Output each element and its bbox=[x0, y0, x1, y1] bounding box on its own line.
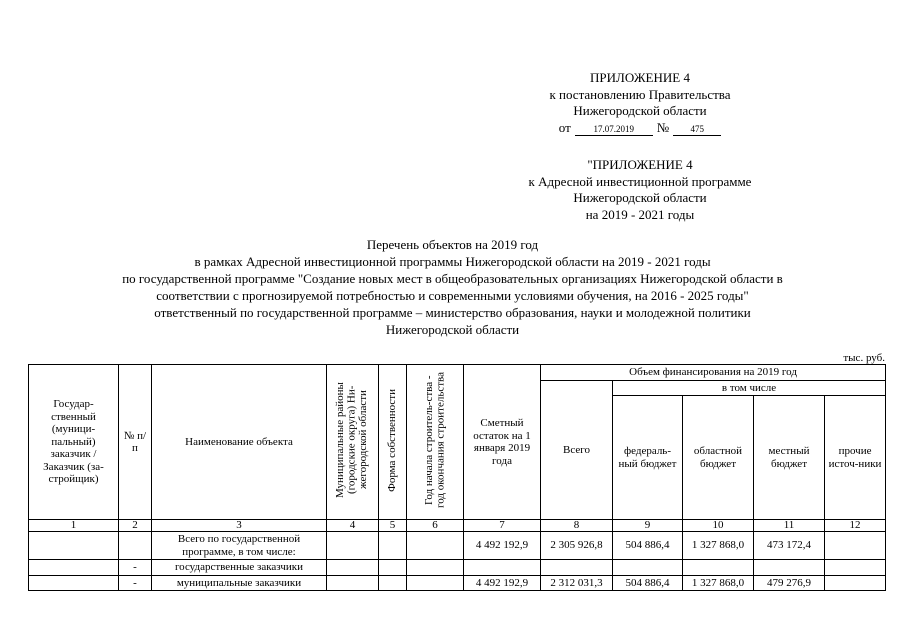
header-customer: Государ-ственный (муници-пальный) заказчик / Заказчик (за-стройщик) bbox=[29, 365, 119, 520]
decree-number-label: № bbox=[656, 119, 670, 135]
column-number: 1 bbox=[29, 520, 119, 532]
document-title bbox=[20, 236, 885, 338]
header-estimated-balance: Сметный остаток на 1 января 2019 года bbox=[464, 365, 541, 520]
row-name: муниципальные заказчики bbox=[152, 575, 327, 591]
row-total: 2 312 031,3 bbox=[541, 575, 613, 591]
header-regional: областной бюджет bbox=[683, 396, 754, 520]
header-including: в том числе bbox=[613, 380, 886, 396]
row-federal bbox=[613, 560, 683, 576]
decree-number-field: 475 bbox=[673, 124, 721, 136]
document-title-line: Нижегородской области bbox=[385, 322, 520, 337]
column-number: 3 bbox=[152, 520, 327, 532]
document-title-line: по государственной программе "Создание новых мест в общеобразовательных организациях Нижегородской области в bbox=[122, 271, 783, 286]
column-number: 4 bbox=[327, 520, 379, 532]
header-financing-group: Объем финансирования на 2019 год bbox=[541, 365, 886, 381]
row-number: - bbox=[119, 575, 152, 591]
column-number: 9 bbox=[613, 520, 683, 532]
row-total bbox=[541, 560, 613, 576]
program-appendix-line: на 2019 - 2021 годы bbox=[585, 206, 695, 222]
header-ownership-text: Форма собственности bbox=[385, 388, 398, 492]
column-number: 2 bbox=[119, 520, 152, 532]
header-district bbox=[327, 365, 379, 520]
header-other: прочие источ-ники bbox=[825, 396, 886, 520]
program-appendix-line: Нижегородской области bbox=[573, 190, 707, 205]
row-federal: 504 886,4 bbox=[613, 575, 683, 591]
header-years-text: Год начала строитель-ства - год окончания строительства bbox=[422, 372, 446, 509]
program-appendix-line: к Адресной инвестиционной программе bbox=[528, 173, 752, 189]
header-number: № п/п bbox=[119, 365, 152, 520]
header-total: Всего bbox=[541, 380, 613, 520]
header-district-text: Муниципальные районы (городские округа) Ни-жегородской области bbox=[334, 382, 370, 499]
document-title-line: в рамках Адресной инвестиционной программы Нижегородской области на 2019 - 2021 годы bbox=[194, 254, 711, 269]
decree-signature-line bbox=[470, 120, 810, 137]
column-numbers-row bbox=[29, 520, 886, 532]
row-local bbox=[754, 560, 825, 576]
row-estimated-balance: 4 492 192,9 bbox=[464, 532, 541, 560]
column-number: 11 bbox=[754, 520, 825, 532]
column-number: 7 bbox=[464, 520, 541, 532]
table-row bbox=[29, 532, 886, 560]
row-number: - bbox=[119, 560, 152, 576]
row-regional: 1 327 868,0 bbox=[683, 575, 754, 591]
row-local: 479 276,9 bbox=[754, 575, 825, 591]
objects-table bbox=[28, 364, 886, 591]
row-other bbox=[825, 560, 886, 576]
decree-appendix-block bbox=[470, 70, 810, 136]
decree-appendix-line: Нижегородской области bbox=[573, 103, 707, 118]
decree-from-label: от bbox=[558, 119, 571, 135]
row-number bbox=[119, 532, 152, 560]
row-regional: 1 327 868,0 bbox=[683, 532, 754, 560]
header-ownership bbox=[379, 365, 407, 520]
row-other bbox=[825, 532, 886, 560]
row-name: государственные заказчики bbox=[152, 560, 327, 576]
column-number: 10 bbox=[683, 520, 754, 532]
column-number: 8 bbox=[541, 520, 613, 532]
document-title-line: соответствии с прогнозируемой потребностью и современными условиями обучения, на 2016 - 2025 годы" bbox=[156, 288, 749, 303]
column-number: 12 bbox=[825, 520, 886, 532]
decree-appendix-line: к постановлению Правительства bbox=[549, 86, 731, 102]
row-other bbox=[825, 575, 886, 591]
document-title-line: Перечень объектов на 2019 год bbox=[366, 237, 539, 252]
program-appendix-title: "ПРИЛОЖЕНИЕ 4 bbox=[587, 157, 693, 172]
row-local: 473 172,4 bbox=[754, 532, 825, 560]
decree-date-field: 17.07.2019 bbox=[575, 124, 653, 136]
row-federal: 504 886,4 bbox=[613, 532, 683, 560]
decree-appendix-title: ПРИЛОЖЕНИЕ 4 bbox=[590, 70, 690, 85]
row-name: Всего по государственной программе, в том числе: bbox=[152, 532, 327, 560]
header-federal: федераль-ный бюджет bbox=[613, 396, 683, 520]
column-number: 5 bbox=[379, 520, 407, 532]
row-estimated-balance bbox=[464, 560, 541, 576]
column-number: 6 bbox=[407, 520, 464, 532]
row-regional bbox=[683, 560, 754, 576]
table-row bbox=[29, 560, 886, 576]
row-estimated-balance: 4 492 192,9 bbox=[464, 575, 541, 591]
program-appendix-block bbox=[470, 157, 810, 223]
units-label: тыс. руб. bbox=[843, 352, 885, 364]
header-local: местный бюджет bbox=[754, 396, 825, 520]
row-total: 2 305 926,8 bbox=[541, 532, 613, 560]
table-row bbox=[29, 575, 886, 591]
header-object-name: Наименование объекта bbox=[152, 365, 327, 520]
document-title-line: ответственный по государственной программе – министерство образования, науки и молодежной политики bbox=[154, 305, 751, 320]
header-years bbox=[407, 365, 464, 520]
